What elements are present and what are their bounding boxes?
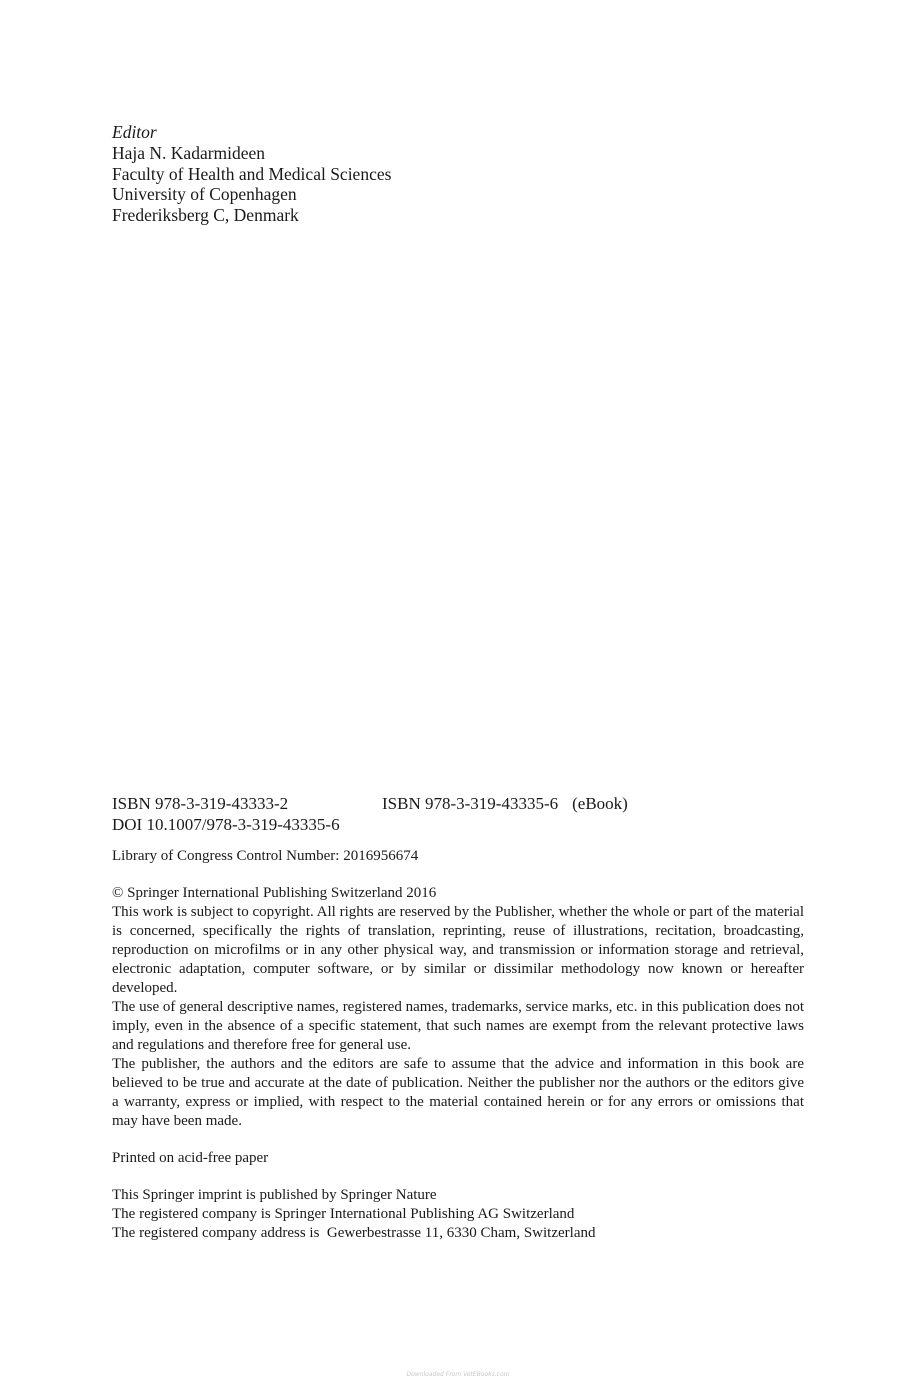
- publisher-imprint: This Springer imprint is published by Springer Nature: [112, 1187, 437, 1203]
- editor-location: Frederiksberg C, Denmark: [112, 205, 299, 226]
- copyright-paragraph-rights: This work is subject to copyright. All rights are reserved by the Publisher, whether the whole or part of the material is concerned, specifically the rights of translation, reprinting, reuse of illustrations, recitation, broadcasting, reproduction on microfilms or in any other physical way, and transmission or information storage and retrieval, electronic adaptation, computer software, or by similar or dissimilar methodology now known or hereafter developed.: [112, 904, 804, 996]
- doi: DOI 10.1007/978-3-319-43335-6: [112, 815, 340, 834]
- publisher-info: [112, 1186, 804, 1243]
- editor-faculty: Faculty of Health and Medical Sciences: [112, 163, 392, 184]
- copyright-paragraph-names: The use of general descriptive names, registered names, trademarks, service marks, etc. in this publication does not imply, even in the absence of a specific statement, that such names are exempt from the relevant protective laws and regulations and therefore free for general use.: [112, 999, 804, 1053]
- publisher-address: The registered company address is Gewerbestrasse 11, 6330 Cham, Switzerland: [112, 1225, 596, 1241]
- publisher-company: The registered company is Springer International Publishing AG Switzerland: [112, 1206, 575, 1222]
- isbn-print: ISBN 978-3-319-43333-2: [112, 794, 289, 813]
- editor-role: Editor: [112, 122, 157, 142]
- paper-note: Printed on acid-free paper: [112, 1150, 269, 1166]
- editor-university: University of Copenhagen: [112, 184, 297, 205]
- lccn: Library of Congress Control Number: 2016956674: [112, 848, 419, 864]
- editor-name: Haja N. Kadarmideen: [112, 142, 266, 163]
- isbn-row: [112, 793, 804, 814]
- imprint-block: [112, 793, 804, 1243]
- copyright-paragraph-disclaimer: The publisher, the authors and the editors are safe to assume that the advice and information in this book are believed to be true and accurate at the date of publication. Neither the publisher nor the authors or the editors give a warranty, express or implied, with respect to the material contained herein or for any errors or omissions that may have been made.: [112, 1056, 804, 1129]
- watermark: Downloaded From VetEBooks.com: [406, 1371, 510, 1378]
- isbn-ebook-kind: (eBook): [572, 794, 628, 813]
- copyright-line: © Springer International Publishing Switzerland 2016: [112, 885, 437, 901]
- isbn-ebook: ISBN 978-3-319-43335-6: [382, 794, 559, 813]
- editor-block: [112, 122, 391, 226]
